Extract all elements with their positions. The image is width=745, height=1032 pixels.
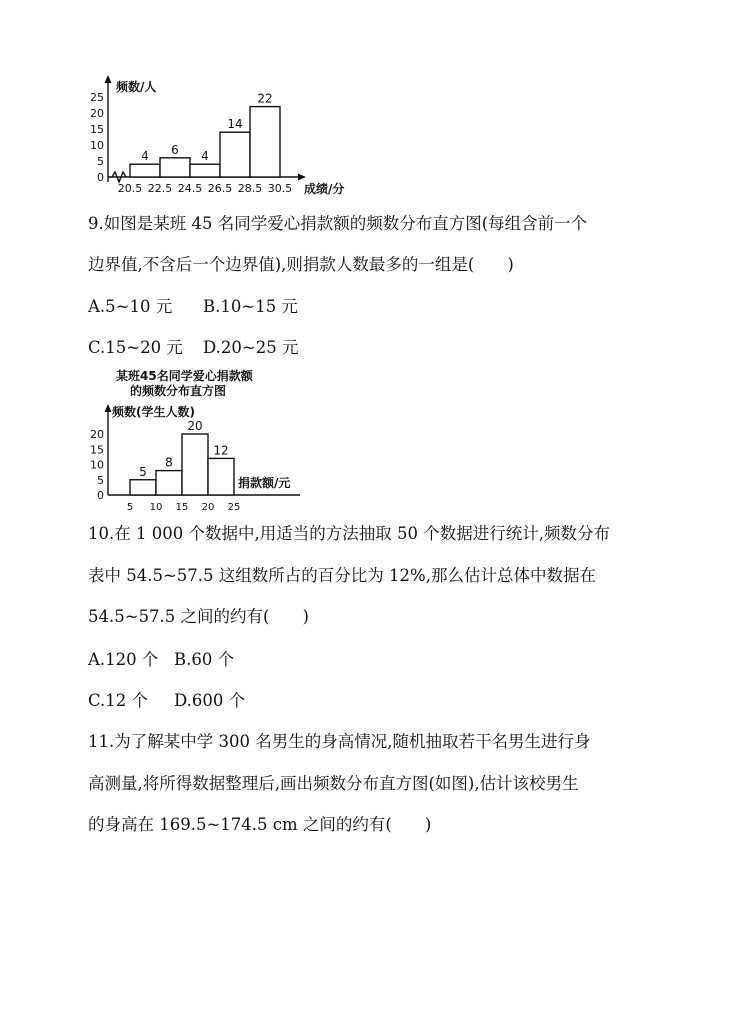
y-tick-label: 15 <box>90 123 104 136</box>
q9-option-a: A.5~10 元 <box>88 297 173 316</box>
x-tick-label: 20 <box>201 502 215 513</box>
histogram-bar <box>130 164 160 177</box>
x-tick-label: 5 <box>126 502 134 513</box>
y-axis-arrow <box>105 75 112 83</box>
y-axis-label: 频数/人 <box>116 80 157 94</box>
q11-line1: 11.为了解某中学 300 名男生的身高情况,随机抽取若干名男生进行身 <box>88 732 591 751</box>
q9-option-b: B.10~15 元 <box>203 297 298 316</box>
q10-option-d: D.600 个 <box>174 691 246 710</box>
histogram-bar <box>130 480 156 495</box>
y-tick-label: 25 <box>90 91 104 104</box>
q9-option-d: D.20~25 元 <box>203 338 299 357</box>
y-axis-label: 频数(学生人数) <box>112 405 195 419</box>
bar-value-label: 4 <box>201 149 209 164</box>
y-tick-label: 15 <box>90 443 104 457</box>
bar-value-label: 4 <box>141 149 149 164</box>
q10-line2: 表中 54.5~57.5 这组数所占的百分比为 12%,那么估计总体中数据在 <box>88 566 596 585</box>
q10-option-a: A.120 个 <box>88 650 159 669</box>
chart-title-line2: 的频数分布直方图 <box>130 384 227 398</box>
histogram-bar <box>182 434 208 495</box>
histogram-bar <box>250 107 280 177</box>
bar-value-label: 14 <box>227 117 243 132</box>
bar-value-label: 20 <box>187 419 203 433</box>
y-tick-label: 5 <box>97 155 104 168</box>
score-histogram <box>90 75 344 196</box>
q10-option-b: B.60 个 <box>174 650 235 669</box>
x-axis-label: 捐款额/元 <box>238 476 291 490</box>
histogram-bar <box>220 132 250 177</box>
y-tick-label: 20 <box>90 428 104 441</box>
q10-line3: 54.5~57.5 之间的约有( ) <box>88 607 309 626</box>
x-axis-label: 成绩/分 <box>304 182 345 196</box>
x-tick-label: 26.5 <box>207 182 233 195</box>
x-tick-label: 30.5 <box>267 182 293 195</box>
y-axis-arrow <box>105 404 112 412</box>
bar-value-label: 6 <box>171 142 179 157</box>
y-tick-label: 10 <box>90 139 104 152</box>
y-tick-label: 10 <box>90 458 104 472</box>
histogram-bar <box>156 471 182 495</box>
y-tick-label: 5 <box>97 473 104 487</box>
x-tick-label: 15 <box>175 502 189 513</box>
q9-line2: 边界值,不含后一个边界值),则捐款人数最多的一组是( ) <box>88 255 514 274</box>
histogram-bar <box>190 164 220 177</box>
bar-value-label: 8 <box>165 455 173 470</box>
x-axis-arrow <box>298 174 306 181</box>
x-tick-label: 28.5 <box>237 182 263 195</box>
histogram-bar <box>208 458 234 495</box>
x-tick-label: 25 <box>227 502 241 513</box>
q11-line3: 的身高在 169.5~174.5 cm 之间的约有( ) <box>88 815 432 834</box>
donation-histogram <box>90 368 300 513</box>
bar-value-label: 22 <box>257 91 273 106</box>
x-tick-label: 22.5 <box>147 182 173 195</box>
x-tick-label: 20.5 <box>117 182 143 195</box>
bar-value-label: 12 <box>213 443 229 458</box>
q11-line2: 高测量,将所得数据整理后,画出频数分布直方图(如图),估计该校男生 <box>88 774 579 793</box>
y-tick-label: 20 <box>90 107 104 120</box>
x-tick-label: 10 <box>149 502 163 513</box>
x-tick-label: 24.5 <box>177 182 203 195</box>
q10-line1: 10.在 1 000 个数据中,用适当的方法抽取 50 个数据进行统计,频数分布 <box>88 524 610 543</box>
bar-value-label: 5 <box>139 464 147 479</box>
y-tick-label: 0 <box>97 489 104 502</box>
histogram-bar <box>160 158 190 177</box>
q9-option-c: C.15~20 元 <box>88 338 183 357</box>
q10-option-c: C.12 个 <box>88 691 149 710</box>
y-tick-label: 0 <box>97 171 104 184</box>
q9-line1: 9.如图是某班 45 名同学爱心捐款额的频数分布直方图(每组含前一个 <box>88 214 588 233</box>
chart-title-line1: 某班45名同学爱心捐款额 <box>116 369 253 383</box>
